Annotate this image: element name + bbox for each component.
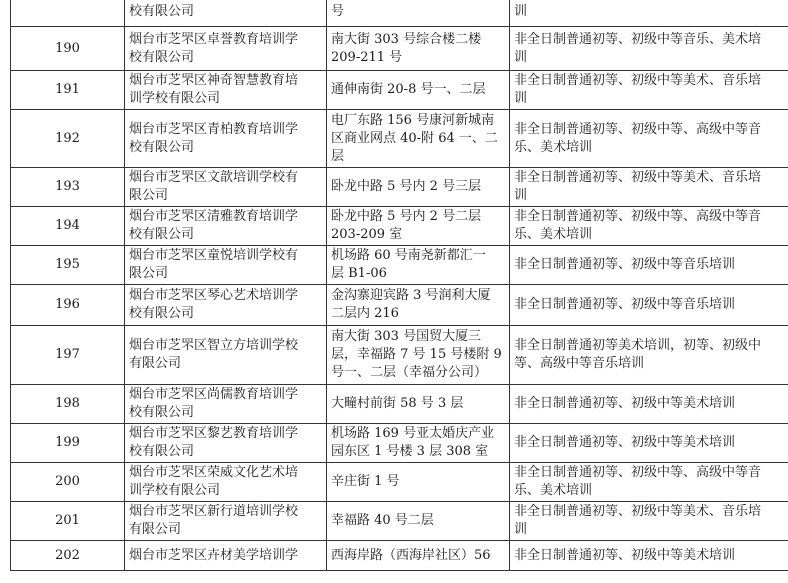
training-scope: 非全日制普通初等、初级中等、高级中等音 乐、美术培训 <box>514 209 762 242</box>
school-name: 烟台市芝罘区荣威文化艺术培 训学校有限公司 <box>129 465 299 498</box>
row-number: 197 <box>55 347 80 362</box>
training-scope: 非全日制普通初等、初级中等美术培训 <box>514 547 736 563</box>
school-name: 校有限公司 <box>129 4 195 19</box>
school-name: 烟台市芝罘区童悦培训学校有 限公司 <box>129 248 299 281</box>
school-name-cell <box>125 0 327 27</box>
address-cell <box>327 285 510 326</box>
training-scope-cell <box>510 246 788 285</box>
row-number-cell <box>11 110 125 168</box>
training-scope-cell <box>510 27 788 71</box>
address: 西海岸路（西海岸社区）56 <box>331 547 491 563</box>
school-name-cell <box>125 110 327 168</box>
row-number: 196 <box>55 297 80 312</box>
school-name: 烟台市芝罘区尚儒教育培训学 校有限公司 <box>129 387 299 420</box>
address: 辛庄街 1 号 <box>331 474 400 489</box>
row-number-cell <box>11 385 125 424</box>
row-number-cell <box>11 246 125 285</box>
row-number: 195 <box>55 257 80 272</box>
school-name-cell <box>125 502 327 541</box>
school-name-cell <box>125 285 327 326</box>
table-row <box>11 71 788 110</box>
school-name: 烟台市芝罘区智立方培训学校 有限公司 <box>129 338 299 371</box>
training-scope-cell <box>510 385 788 424</box>
training-scope: 非全日制普通初等、初级中等美术培训 <box>514 435 736 450</box>
school-name-cell <box>125 207 327 246</box>
address-cell <box>327 385 510 424</box>
address: 金沟寨迎宾路 3 号润利大厦 二层内 216 <box>331 288 491 321</box>
address-cell <box>327 207 510 246</box>
school-name-cell <box>125 385 327 424</box>
scope-cell <box>510 0 788 27</box>
training-scope-cell <box>510 463 788 502</box>
school-name: 烟台市芝罘区青柏教育培训学 校有限公司 <box>129 121 299 155</box>
school-name-cell <box>125 326 327 385</box>
address-cell <box>327 168 510 207</box>
row-number-cell <box>11 326 125 385</box>
school-name-cell <box>125 541 327 571</box>
address: 机场路 169 号亚太婚庆产业 园东区 1 号楼 3 层 308 室 <box>331 426 495 459</box>
table-row <box>11 541 788 571</box>
table-row <box>11 168 788 207</box>
training-scope-cell <box>510 326 788 385</box>
training-scope-cell <box>510 502 788 541</box>
row-number: 201 <box>55 513 80 528</box>
training-scope: 非全日制普通初等、初级中等音乐、美术培 训 <box>514 31 762 65</box>
row-number: 194 <box>55 218 80 233</box>
training-scope-cell <box>510 110 788 168</box>
training-scope: 非全日制普通初等、初级中等音乐培训 <box>514 297 736 312</box>
table-row <box>11 27 788 71</box>
address-cell <box>327 27 510 71</box>
address-cell <box>327 0 510 27</box>
row-number: 200 <box>55 474 80 489</box>
school-name: 烟台市芝罘区琴心艺术培训学 校有限公司 <box>129 288 299 321</box>
training-scope: 非全日制普通初等美术培训，初等、初级中 等、高级中等音乐培训 <box>514 338 762 371</box>
address: 南大街 303 号综合楼二楼 209-211 号 <box>331 31 482 65</box>
school-name-cell <box>125 168 327 207</box>
training-scope-cell <box>510 285 788 326</box>
training-scope: 非全日制普通初等、初级中等美术、音乐培 训 <box>514 504 762 537</box>
table-row <box>11 502 788 541</box>
address-cell <box>327 71 510 110</box>
school-listing-table <box>10 0 788 571</box>
row-number: 190 <box>55 40 80 56</box>
training-scope: 非全日制普通初等、初级中等、高级中等音 乐、美术培训 <box>514 121 762 155</box>
address-cell <box>327 502 510 541</box>
address-cell <box>327 246 510 285</box>
address: 幸福路 40 号二层 <box>331 513 434 528</box>
row-number: 193 <box>55 179 80 194</box>
row-number-cell <box>11 168 125 207</box>
address: 大疃村前街 58 号 3 层 <box>331 396 464 411</box>
address-cell <box>327 326 510 385</box>
address-cell <box>327 424 510 463</box>
table-row <box>11 326 788 385</box>
school-name: 烟台市芝罘区新行道培训学校 有限公司 <box>129 504 299 537</box>
table-row <box>11 246 788 285</box>
table-row <box>11 207 788 246</box>
address: 卧龙中路 5 号内 2 号二层 203-209 室 <box>331 209 482 242</box>
school-name: 烟台市芝罘区神奇智慧教育培 训学校有限公司 <box>129 73 299 106</box>
school-name: 烟台市芝罘区黎艺教育培训学 校有限公司 <box>129 426 299 459</box>
row-number-cell <box>11 71 125 110</box>
row-number-cell <box>11 0 125 27</box>
school-name-cell <box>125 246 327 285</box>
row-number-cell <box>11 207 125 246</box>
school-name: 烟台市芝罘区清雅教育培训学 校有限公司 <box>129 209 299 242</box>
row-number-cell <box>11 424 125 463</box>
training-scope: 非全日制普通初等、初级中等美术、音乐培 训 <box>514 73 762 106</box>
training-scope: 非全日制普通初等、初级中等、高级中等音 乐、美术培训 <box>514 465 762 498</box>
address: 卧龙中路 5 号内 2 号三层 <box>331 179 482 194</box>
school-name-cell <box>125 27 327 71</box>
listing-body <box>11 0 788 571</box>
school-name: 烟台市芝罘区卉材美学培训学 <box>129 547 299 563</box>
training-scope: 非全日制普通初等、初级中等美术、音乐培 训 <box>514 170 762 203</box>
address-cell <box>327 110 510 168</box>
address-cell <box>327 463 510 502</box>
table-row <box>11 463 788 502</box>
table-row <box>11 285 788 326</box>
school-name: 烟台市芝罘区卓誉教育培训学 校有限公司 <box>129 31 299 65</box>
training-scope-cell <box>510 541 788 571</box>
row-number: 202 <box>55 547 80 563</box>
row-number: 199 <box>55 435 80 450</box>
training-scope: 训 <box>514 4 528 19</box>
row-number-cell <box>11 541 125 571</box>
training-scope: 非全日制普通初等、初级中等美术培训 <box>514 396 736 411</box>
row-number: 192 <box>55 130 80 146</box>
address: 通伸南街 20-8 号一、二层 <box>331 82 486 97</box>
row-number-cell <box>11 502 125 541</box>
address: 机场路 60 号南尧新都汇一 层 B1-06 <box>331 248 486 281</box>
school-name-cell <box>125 71 327 110</box>
training-scope-cell <box>510 424 788 463</box>
row-number: 191 <box>55 82 80 97</box>
row-number-cell <box>11 463 125 502</box>
table-row <box>11 385 788 424</box>
training-scope-cell <box>510 71 788 110</box>
school-name-cell <box>125 463 327 502</box>
training-scope-cell <box>510 207 788 246</box>
school-name-cell <box>125 424 327 463</box>
row-number-cell <box>11 285 125 326</box>
training-scope-cell <box>510 168 788 207</box>
address-cell <box>327 541 510 571</box>
row-number-cell <box>11 27 125 71</box>
school-name: 烟台市芝罘区文歆培训学校有 限公司 <box>129 170 299 203</box>
table-row-continued <box>11 0 788 27</box>
row-number: 198 <box>55 396 80 411</box>
table-row <box>11 110 788 168</box>
address: 号 <box>331 4 345 19</box>
training-scope: 非全日制普通初等、初级中等音乐培训 <box>514 257 736 272</box>
address: 南大街 303 号国贸大厦三 层，幸福路 7 号 15 号楼附 9 号一、二层（幸福分公司） <box>331 329 502 380</box>
address: 电厂东路 156 号康河新城南 区商业网点 40-附 64 一、二 层 <box>331 112 498 164</box>
table-row <box>11 424 788 463</box>
